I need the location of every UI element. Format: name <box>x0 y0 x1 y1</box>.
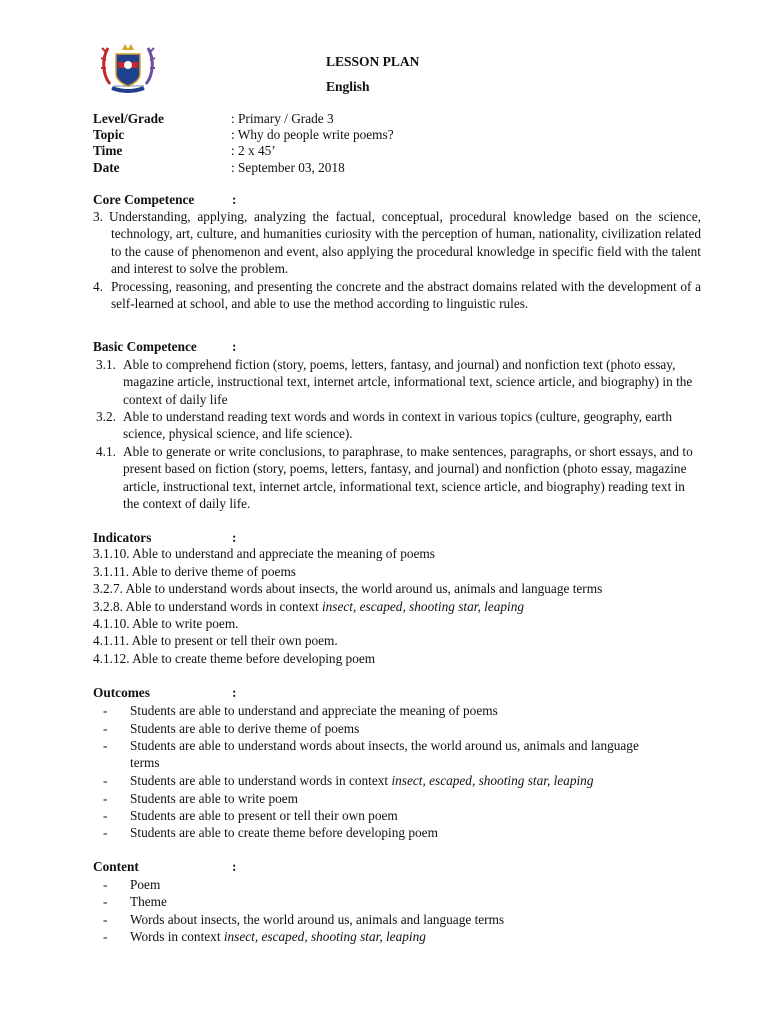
logo-caption: SCHOOL of VICTORY <box>114 84 144 88</box>
outcome-bullet: - <box>103 703 108 718</box>
indicator-item: 3.1.11. Able to derive theme of poems <box>93 564 296 579</box>
outcome-bullet: - <box>103 791 108 806</box>
outcome-text: Students are able to present or tell their own poem <box>130 808 398 823</box>
content-bullet: - <box>103 929 108 944</box>
meta-topic-key: Topic <box>93 127 125 142</box>
outcome-bullet: - <box>103 773 108 788</box>
content-colon: : <box>232 859 237 874</box>
content-bullet: - <box>103 912 108 927</box>
outcome-bullet: - <box>103 825 108 840</box>
content-text-emphasis: insect, escaped, shooting star, leaping <box>223 929 426 944</box>
core-item-4-text: Processing, reasoning, and presenting the concrete and the abstract domains related with the development of a self-learned at school, and able to use the method according to linguistic rules. <box>111 279 701 312</box>
core-competence-heading: Core Competence <box>93 192 195 207</box>
content-text: Poem <box>130 877 161 892</box>
basic-item-1-text: Able to comprehend fiction (story, poems, letters, fantasy, and journal) and nonfiction text (photo essay, magazine article, instructional text, internet artcle, informational text, science article, and biography) in the context of daily life <box>123 357 693 407</box>
indicator-item: 4.1.10. Able to write poem. <box>93 616 239 631</box>
indicators-heading: Indicators <box>93 530 152 545</box>
meta-date-key: Date <box>93 160 120 175</box>
outcome-bullet: - <box>103 808 108 823</box>
meta-time-key: Time <box>93 143 123 158</box>
basic-item-1-number: 3.1. <box>96 357 116 372</box>
outcome-bullet: - <box>103 738 108 753</box>
basic-item-3-text: Able to generate or write conclusions, to paraphrase, to make sentences, paragraphs, or short essays, and to present based on fiction (story, poems, letters, fantasy, and journal) and nonfiction (photo essay, magazine article, instructional text, internet artcle, informational text, science article, and biography) reading text in the context of daily life. <box>123 444 693 511</box>
outcome-text <box>130 772 710 789</box>
indicator-item: 4.1.12. Able to create theme before developing poem <box>93 651 376 666</box>
page-title: LESSON PLAN <box>326 54 420 69</box>
indicator-item: 4.1.11. Able to present or tell their own poem. <box>93 633 338 648</box>
outcomes-colon: : <box>232 685 237 700</box>
school-logo <box>98 40 158 98</box>
basic-competence-colon: : <box>232 339 237 354</box>
outcomes-heading: Outcomes <box>93 685 150 700</box>
basic-item-2-text: Able to understand reading text words and words in context in various topics (culture, geography, earth science, physical science, and life science). <box>123 409 672 442</box>
outcome-text: Students are able to create theme before developing poem <box>130 825 438 840</box>
indicator-text: 3.2.8. Able to understand words in context <box>93 599 322 614</box>
content-text-plain: Words in context <box>130 929 224 944</box>
outcome-text: Students are able to write poem <box>130 791 299 806</box>
basic-item-2-number: 3.2. <box>96 409 116 424</box>
meta-topic-value: : Why do people write poems? <box>231 127 394 142</box>
content-text: Words about insects, the world around us, animals and language terms <box>130 912 505 927</box>
content-bullet: - <box>103 894 108 909</box>
core-item-3-number: 3. <box>93 209 103 224</box>
basic-item-3-number: 4.1. <box>96 444 116 459</box>
outcome-bullet: - <box>103 721 108 736</box>
indicator-item: 3.1.10. Able to understand and appreciate the meaning of poems <box>93 546 435 561</box>
school-crest-icon <box>98 40 158 98</box>
core-competence-colon: : <box>232 192 237 207</box>
outcome-text: Students are able to understand and appreciate the meaning of poems <box>130 703 498 718</box>
meta-date-value: : September 03, 2018 <box>231 160 345 175</box>
content-text: Theme <box>130 894 167 909</box>
meta-level-value: : Primary / Grade 3 <box>231 111 334 126</box>
core-item-3-text <box>93 208 701 277</box>
content-heading: Content <box>93 859 139 874</box>
core-item-3-body: Understanding, applying, analyzing the factual, conceptual, procedural knowledge based on the science, technology, art, culture, and humanities curiosity with the perception of human, nationality, civilization related to the cause of phenomenon and event, also applying the procedural knowledge in specific field with the talent and interest to solve the problem. <box>109 209 701 276</box>
indicator-item <box>93 599 524 615</box>
meta-time-row <box>93 143 693 160</box>
indicator-item: 3.2.7. Able to understand words about insects, the world around us, animals and language terms <box>93 581 603 596</box>
basic-competence-heading: Basic Competence <box>93 339 197 354</box>
core-item-4-number: 4. <box>93 279 103 294</box>
indicators-colon: : <box>232 530 237 545</box>
content-text <box>130 928 710 945</box>
outcome-text: Students are able to derive theme of poems <box>130 721 360 736</box>
page-subject: English <box>326 79 370 94</box>
outcome-text: Students are able to understand words about insects, the world around us, animals and language terms <box>130 738 639 771</box>
content-bullet: - <box>103 877 108 892</box>
meta-date-row <box>93 160 693 177</box>
outcome-text-emphasis: insect, escaped, shooting star, leaping <box>391 773 594 788</box>
indicator-emphasis: insect, escaped, shooting star, leaping <box>321 599 524 614</box>
meta-level-key: Level/Grade <box>93 111 164 126</box>
meta-time-value: : 2 x 45’ <box>231 143 276 158</box>
meta-level-row <box>93 111 693 128</box>
outcome-text-plain: Students are able to understand words in context <box>130 773 392 788</box>
meta-topic-row <box>93 127 693 144</box>
